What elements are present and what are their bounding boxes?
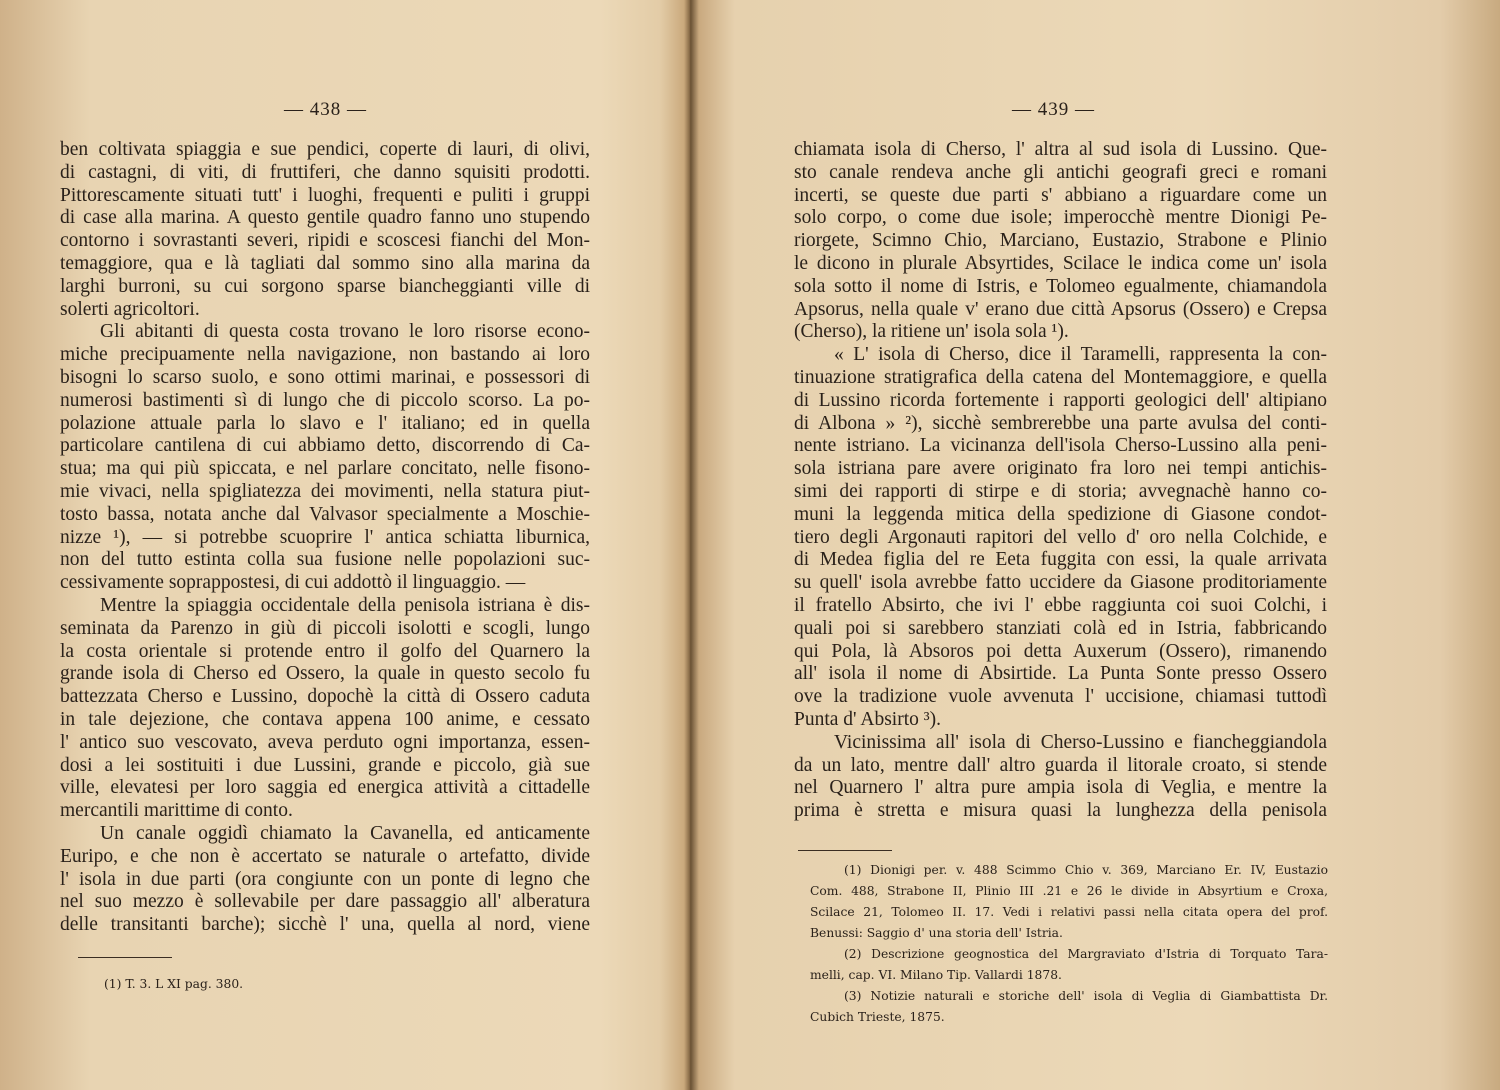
text-line: l' antico suo vescovato, aveva perduto ogni importanza, essen- xyxy=(60,731,590,753)
text-line: bisogni lo scarso suolo, e sono ottimi marinai, e possessori di xyxy=(60,366,590,388)
text-line: qui Pola, là Absoros poi detta Auxerum (Ossero), rimanendo xyxy=(794,640,1327,662)
text-line: nel suo mezzo è sollevabile per dare passaggio all' alberatura xyxy=(60,891,590,913)
text-line: numerosi bastimenti sì di lungo che di piccolo scorso. La po- xyxy=(60,389,590,411)
footnote xyxy=(810,860,1328,944)
text-line: all' isola il nome di Absirtide. La Punta Sonte presso Ossero xyxy=(794,663,1327,685)
footnote-line: Com. 488, Strabone II, Plinio III .21 e 26 le divide in Absyrtium e Croxa, xyxy=(810,884,1328,898)
text-line: particolare cantilena di cui abbiamo detto, discorrendo di Ca- xyxy=(60,435,590,457)
text-line: nente istriano. La vicinanza dell'isola Cherso-Lussino alla peni- xyxy=(794,435,1327,457)
text-line: l' isola in due parti (ora congiunte con un ponte di legno che xyxy=(60,868,590,890)
text-line: seminata da Parenzo in giù di piccoli isolotti e scogli, lungo xyxy=(60,617,590,639)
footnotes xyxy=(810,860,1328,1028)
text-line: tosto bassa, notata anche dal Valvasor specialmente a Moschie- xyxy=(60,503,590,525)
text-line: su quell' isola avrebbe fatto uccidere da Giasone proditoriamente xyxy=(794,572,1327,594)
text-line: tiero degli Argonauti rapitori del vello d' oro nella Colchide, e xyxy=(794,526,1327,548)
text-line: temaggiore, qua e là tagliati dal sommo sino alla marina da xyxy=(60,252,590,274)
footnote-rule xyxy=(798,850,892,851)
footnote-line: melli, cap. VI. Milano Tip. Vallardi 1878. xyxy=(810,968,1062,982)
text-line: stua; ma qui più spiccata, e nel parlare concitato, nelle fisono- xyxy=(60,458,590,480)
footnote xyxy=(810,986,1328,1028)
left-page xyxy=(0,0,690,1090)
text-line: cessivamente soprappostesi, di cui addottò il linguaggio. — xyxy=(60,572,526,594)
footnotes xyxy=(104,974,584,995)
page-number: — 439 — xyxy=(1012,99,1095,120)
text-line: dosi a lei sostituiti i due Lussini, grande e piccolo, già sue xyxy=(60,754,590,776)
text-line: battezzata Cherso e Lussino, dopochè la città di Ossero caduta xyxy=(60,686,590,708)
footnote-line: (2) Descrizione geognostica del Margraviato d'Istria di Torquato Tara- xyxy=(844,947,1328,961)
text-line: solo corpo, o come due isole; imperocchè mentre Dionigi Pe- xyxy=(794,207,1327,229)
footnote xyxy=(810,944,1328,986)
text-line: delle transitanti barche); sicchè l' una, quella al nord, viene xyxy=(60,914,590,936)
text-line: sola istriana pare avere originato fra loro nei tempi antichis- xyxy=(794,458,1327,480)
footnote-line: (1) Dionigi per. v. 488 Scimmo Chio v. 369, Marciano Er. IV, Eustazio xyxy=(844,863,1328,877)
text-line: Vicinissima all' isola di Cherso-Lussino e fiancheggiandola xyxy=(834,731,1327,753)
body-text xyxy=(794,139,1327,823)
text-line: contorno i sovrastanti severi, ripidi e scoscesi fianchi del Mon- xyxy=(60,230,590,252)
footnote xyxy=(104,974,584,995)
footnote-line: (3) Notizie naturali e storiche dell' isola di Veglia di Giambattista Dr. xyxy=(844,989,1328,1003)
text-line: quali poi si sarebbero stanziati colà ed in Istria, fabbricando xyxy=(794,617,1327,639)
text-line: da un lato, mentre dall' altro guarda il litorale croato, si stende xyxy=(794,754,1327,776)
text-line: Pittorescamente situati tutt' i luoghi, frequenti e puliti i gruppi xyxy=(60,184,590,206)
text-line: « L' isola di Cherso, dice il Taramelli, rappresenta la con- xyxy=(834,344,1327,366)
text-line: miche precipuamente nella navigazione, non bastando ai loro xyxy=(60,344,590,366)
text-line: nel Quarnero l' altra pure ampia isola di Veglia, e mentre la xyxy=(794,777,1327,799)
footnote-line: (1) T. 3. L XI pag. 380. xyxy=(104,977,244,991)
text-line: di case alla marina. A questo gentile quadro fanno uno stupendo xyxy=(60,207,590,229)
footnote-line: Benussi: Saggio d' una storia dell' Istria. xyxy=(810,926,1063,940)
text-line: chiamata isola di Cherso, l' altra al sud isola di Lussino. Que- xyxy=(794,139,1327,160)
text-line: incerti, se queste due parti s' abbiano a riguardare come un xyxy=(794,184,1327,206)
text-line: le dicono in plurale Absyrtides, Scilace le indica come un' isola xyxy=(794,252,1327,274)
text-line: Euripo, e che non è accertato se naturale o artefatto, divide xyxy=(60,845,590,867)
body-text xyxy=(60,139,590,937)
text-line: polazione attuale parla lo slavo e l' italiano; ed in quella xyxy=(60,412,590,434)
text-line: il fratello Absirto, che ivi l' ebbe raggiunta coi suoi Colchi, i xyxy=(794,594,1327,616)
text-line: di castagni, di viti, di fruttiferi, che danno squisiti prodotti. xyxy=(60,161,590,183)
text-line: ville, elevatesi per loro saggia ed energica attività a cittadelle xyxy=(60,777,590,799)
text-line: Gli abitanti di questa costa trovano le loro risorse econo- xyxy=(100,321,590,343)
footnote-line: Scilace 21, Tolomeo II. 17. Vedi i relativi passi nella citata opera del prof. xyxy=(810,905,1328,919)
text-line: di Medea figlia del re Eeta fuggita con essi, la quale arrivata xyxy=(794,549,1327,571)
footnote-rule xyxy=(78,957,172,958)
text-line: mercantili marittime di conto. xyxy=(60,800,293,822)
text-line: muni la leggenda mitica della spedizione di Giasone condot- xyxy=(794,503,1327,525)
text-line: nizze ¹), — si potrebbe scuoprire l' antica schiatta liburnica, xyxy=(60,526,590,548)
text-line: la costa orientale si protende entro il golfo del Quarnero la xyxy=(60,640,590,662)
text-line: ben coltivata spiaggia e sue pendici, coperte di lauri, di olivi, xyxy=(60,139,590,160)
text-line: solerti agricoltori. xyxy=(60,298,200,320)
text-line: Mentre la spiaggia occidentale della penisola istriana è dis- xyxy=(100,594,590,616)
right-page xyxy=(692,0,1500,1090)
text-line: di Lussino ricorda fortemente i rapporti geologici dell' altipiano xyxy=(794,389,1327,411)
page-number: — 438 — xyxy=(284,99,367,120)
text-line: Apsorus, nella quale v' erano due città Apsorus (Ossero) e Crepsa xyxy=(794,298,1327,320)
text-line: sola sotto il nome di Istris, e Tolomeo egualmente, chiamandola xyxy=(794,275,1327,297)
text-line: in tale dejezione, che contava appena 100 anime, e cessato xyxy=(60,708,590,730)
text-line: larghi burroni, su cui sorgono sparse biancheggianti ville di xyxy=(60,275,590,297)
text-line: mie vivaci, nella spigliatezza dei movimenti, nella statura piut- xyxy=(60,480,590,502)
text-line: grande isola di Cherso ed Ossero, la quale in questo secolo fu xyxy=(60,663,590,685)
footnote-line: Cubich Trieste, 1875. xyxy=(810,1010,945,1024)
text-line: riorgete, Scimno Chio, Marciano, Eustazio, Strabone e Plinio xyxy=(794,230,1327,252)
text-line: tinuazione stratigrafica della catena del Montemaggiore, e quella xyxy=(794,366,1327,388)
text-line: di Albona » ²), sicchè sembrerebbe una parte avulsa del conti- xyxy=(794,412,1327,434)
text-line: Un canale oggidì chiamato la Cavanella, ed anticamente xyxy=(100,822,590,844)
text-line: sto canale rendeva anche gli antichi geografi greci e romani xyxy=(794,161,1327,183)
text-line: non del tutto estinta colla sua fusione nelle popolazioni suc- xyxy=(60,549,590,571)
text-line: ove la tradizione vuole avvenuta l' uccisione, chiamasi tuttodì xyxy=(794,686,1327,708)
text-line: (Cherso), la ritiene un' isola sola ¹). xyxy=(794,321,1069,343)
text-line: simi dei rapporti di stirpe e di storia; avvegnachè hanno co- xyxy=(794,480,1327,502)
text-line: Punta d' Absirto ³). xyxy=(794,708,941,730)
text-line: prima è stretta e misura quasi la lunghezza della penisola xyxy=(794,800,1327,822)
